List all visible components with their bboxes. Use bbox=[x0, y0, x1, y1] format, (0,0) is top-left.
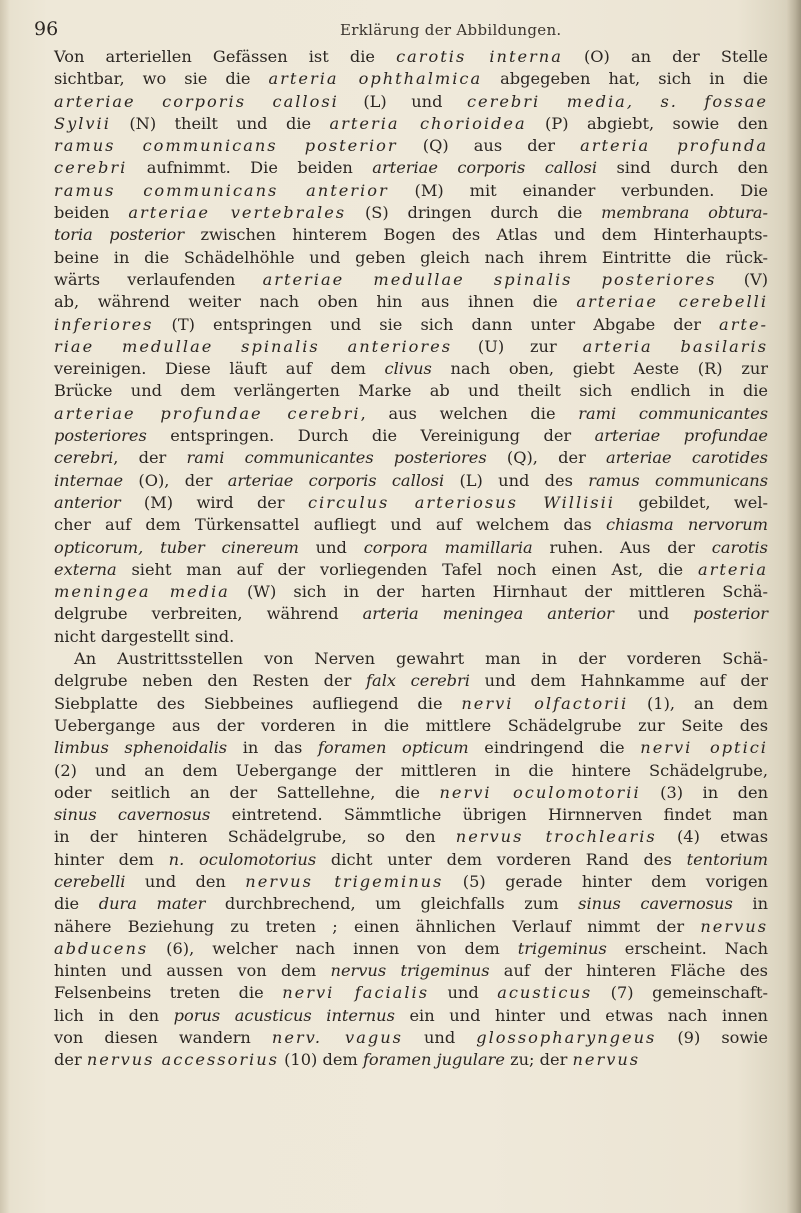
text-line bbox=[54, 760, 768, 782]
text-run: in bbox=[732, 894, 768, 914]
latin-term: anterior bbox=[54, 492, 121, 512]
text-run: (5) gerade hinter dem vorigen bbox=[443, 871, 768, 891]
text-run: (Q), der bbox=[486, 448, 607, 468]
latin-term: arteria ophthalmica bbox=[268, 69, 483, 89]
text-run: (P) abgiebt, sowie den bbox=[526, 113, 768, 133]
latin-term: foramen jugulare bbox=[362, 1050, 505, 1070]
latin-term: arteriae corporis callosi bbox=[227, 470, 445, 490]
latin-term: limbus sphenoidalis bbox=[54, 738, 228, 758]
latin-term: toria posterior bbox=[54, 225, 185, 245]
text-run: , der bbox=[113, 448, 187, 468]
text-run: delgrube neben den Resten der bbox=[54, 671, 367, 691]
text-line bbox=[54, 537, 768, 559]
text-line bbox=[54, 693, 768, 715]
text-line bbox=[54, 826, 768, 848]
text-line bbox=[54, 670, 768, 692]
text-line bbox=[54, 91, 768, 113]
latin-term: dura mater bbox=[98, 894, 206, 914]
latin-term: nervus trigeminus bbox=[330, 961, 490, 981]
latin-term: nervi olfactorii bbox=[461, 693, 629, 713]
text-run: in das bbox=[227, 738, 318, 758]
latin-term: cerebri bbox=[54, 448, 114, 468]
text-run: ab, während weiter nach oben hin aus ihnen die bbox=[54, 292, 577, 312]
text-run: (O), der bbox=[123, 470, 228, 490]
latin-term: nervi facialis bbox=[282, 983, 429, 1003]
text-line bbox=[54, 68, 768, 90]
text-run: (9) sowie bbox=[656, 1028, 768, 1048]
text-run: (U) zur bbox=[452, 336, 583, 356]
text-run: aufnimmt. Die beiden bbox=[127, 158, 373, 178]
latin-term: nervus bbox=[572, 1050, 641, 1070]
text-run: zu; der bbox=[504, 1050, 573, 1070]
text-run: und bbox=[402, 1028, 477, 1048]
text-run: sind durch den bbox=[597, 158, 769, 178]
latin-term: cerebelli bbox=[54, 871, 126, 891]
text-run: der bbox=[54, 1050, 87, 1070]
text-run: nach oben, giebt Aeste (R) zur bbox=[431, 359, 769, 379]
text-line bbox=[54, 291, 768, 313]
text-run: sieht man auf der vorliegenden Tafel noch einen Ast, die bbox=[116, 559, 698, 579]
text-run: eintretend. Sämmtliche übrigen Hirnnerven findet man bbox=[210, 805, 768, 825]
latin-term: arteriae carotides bbox=[606, 448, 768, 468]
text-run: Von arteriellen Gefässen ist die bbox=[54, 47, 397, 66]
text-run: (10) dem bbox=[278, 1050, 363, 1070]
text-line bbox=[54, 135, 768, 157]
text-run: (L) und bbox=[338, 91, 467, 111]
text-run: ein und hinter und etwas nach innen bbox=[394, 1005, 768, 1025]
text-line bbox=[54, 737, 768, 759]
text-run: (N) theilt und die bbox=[110, 113, 330, 133]
text-line bbox=[54, 380, 768, 402]
text-run: (M) wird der bbox=[120, 492, 308, 512]
text-run: nicht dargestellt sind. bbox=[54, 626, 235, 646]
text-run: und bbox=[298, 537, 364, 557]
text-line bbox=[54, 492, 768, 514]
text-run: (L) und des bbox=[444, 470, 589, 490]
text-run: ruhen. Aus der bbox=[532, 537, 712, 557]
text-run: (M) mit einander verbunden. Die bbox=[388, 180, 769, 200]
latin-term: arteria meningea anterior bbox=[362, 604, 614, 624]
text-line bbox=[54, 202, 768, 224]
latin-term: meningea media bbox=[54, 582, 230, 602]
latin-term: arteriae profundae bbox=[594, 426, 769, 446]
latin-term: rami communicantes bbox=[578, 403, 768, 423]
latin-term: glossopharyngeus bbox=[476, 1028, 657, 1048]
text-run: hinter dem bbox=[54, 849, 169, 869]
text-line bbox=[54, 804, 768, 826]
text-line bbox=[54, 871, 768, 893]
text-line bbox=[54, 893, 768, 915]
latin-term: arteria bbox=[697, 559, 768, 579]
text-line bbox=[54, 314, 768, 336]
text-line bbox=[54, 336, 768, 358]
latin-term: carotis bbox=[711, 537, 768, 557]
body-text bbox=[54, 46, 768, 1072]
text-line bbox=[54, 403, 768, 425]
text-run: (6), welcher nach innen von dem bbox=[148, 938, 518, 958]
latin-term: ramus communicans posterior bbox=[54, 136, 398, 156]
text-run: eindringend die bbox=[468, 738, 641, 758]
text-run: (V) bbox=[716, 269, 769, 289]
text-run: von diesen wandern bbox=[54, 1028, 272, 1048]
text-run: (W) sich in der harten Hirnhaut der mittleren Schä- bbox=[229, 582, 768, 602]
latin-term: arteriae medullae spinalis posteriores bbox=[262, 269, 717, 289]
page-header bbox=[0, 16, 801, 42]
text-run: hinten und aussen von dem bbox=[54, 961, 331, 981]
latin-term: nervi oculomotorii bbox=[439, 782, 641, 802]
text-run: Uebergange aus der vorderen in die mittlere Schädelgrube zur Seite des bbox=[54, 715, 768, 735]
text-line bbox=[54, 715, 768, 737]
text-run: Brücke und dem verlängerten Marke ab und theilt sich endlich in die bbox=[54, 381, 768, 401]
text-line bbox=[54, 180, 768, 202]
text-line bbox=[54, 514, 768, 536]
text-run: durchbrechend, um gleichfalls zum bbox=[205, 894, 579, 914]
latin-term: membrana obtura- bbox=[601, 203, 768, 223]
page-gutter-shadow bbox=[0, 0, 10, 1213]
latin-term: acusticus bbox=[497, 983, 593, 1003]
text-line bbox=[54, 1049, 768, 1071]
latin-term: n. oculomotorius bbox=[168, 849, 317, 869]
latin-term: arte- bbox=[719, 314, 768, 334]
text-run: und bbox=[429, 983, 498, 1003]
text-run: gebildet, wel- bbox=[614, 492, 768, 512]
text-run: (2) und an dem Uebergange der mittleren in die hintere Schädelgrube, bbox=[54, 760, 768, 780]
text-run: delgrube verbreiten, während bbox=[54, 604, 363, 624]
latin-term: rami communicantes posteriores bbox=[186, 448, 487, 468]
text-run: cher auf dem Türkensattel aufliegt und auf welchem das bbox=[54, 515, 606, 535]
text-line bbox=[54, 626, 768, 648]
latin-term: Sylvii bbox=[54, 113, 111, 133]
text-line bbox=[54, 982, 768, 1004]
text-line bbox=[54, 916, 768, 938]
text-line bbox=[54, 1027, 768, 1049]
text-run: die bbox=[54, 894, 99, 914]
text-run: und den bbox=[125, 871, 246, 891]
text-line bbox=[54, 938, 768, 960]
latin-term: ramus communicans bbox=[588, 470, 768, 490]
latin-term: arteria chorioidea bbox=[329, 113, 527, 133]
latin-term: riae medullae spinalis anteriores bbox=[54, 336, 453, 356]
text-run: abgegeben hat, sich in die bbox=[482, 69, 768, 89]
text-line bbox=[54, 1005, 768, 1027]
latin-term: circulus arteriosus Willisii bbox=[307, 492, 615, 512]
latin-term: arteriae profundae cerebri bbox=[54, 403, 361, 423]
latin-term: porus acusticus internus bbox=[173, 1005, 395, 1025]
text-line bbox=[54, 960, 768, 982]
text-line bbox=[54, 849, 768, 871]
latin-term: tentorium bbox=[686, 849, 769, 869]
latin-term: corpora mamillaria bbox=[363, 537, 533, 557]
text-line bbox=[54, 269, 768, 291]
text-run: und dem Hahnkamme auf der bbox=[469, 671, 768, 691]
text-run: sichtbar, wo sie die bbox=[54, 69, 269, 89]
latin-term: sinus cavernosus bbox=[578, 894, 733, 914]
page-number: 96 bbox=[34, 18, 59, 40]
text-run: (S) dringen durch die bbox=[346, 203, 602, 223]
text-run: in der hinteren Schädelgrube, so den bbox=[54, 827, 456, 847]
text-line bbox=[54, 425, 768, 447]
latin-term: trigeminus bbox=[517, 938, 607, 958]
text-run: erscheint. Nach bbox=[606, 938, 769, 958]
text-run: nähere Beziehung zu treten ; einen ähnlichen Verlauf nimmt der bbox=[54, 916, 701, 936]
text-run: (Q) aus der bbox=[397, 136, 581, 156]
latin-term: cerebri bbox=[54, 158, 128, 178]
text-run: auf der hinteren Fläche des bbox=[489, 961, 768, 981]
text-line bbox=[54, 157, 768, 179]
latin-term: arteria profunda bbox=[580, 136, 768, 156]
text-line bbox=[54, 581, 768, 603]
latin-term: internae bbox=[54, 470, 124, 490]
text-run: beine in die Schädelhöhle und geben gleich nach ihrem Eintritte die rück- bbox=[54, 247, 768, 267]
text-run: (O) an der Stelle bbox=[562, 47, 769, 66]
text-line bbox=[54, 470, 768, 492]
latin-term: carotis interna bbox=[396, 47, 563, 66]
text-run: An Austrittsstellen von Nerven gewahrt man in der vorderen Schä- bbox=[74, 649, 768, 669]
text-line bbox=[54, 782, 768, 804]
latin-term: ramus communicans anterior bbox=[54, 180, 389, 200]
text-run: lich in den bbox=[54, 1005, 174, 1025]
text-line bbox=[54, 559, 768, 581]
text-run: (7) gemeinschaft- bbox=[592, 983, 768, 1003]
latin-term: clivus bbox=[384, 359, 432, 379]
latin-term: inferiores bbox=[54, 314, 154, 334]
text-line bbox=[54, 247, 768, 269]
text-run: oder seitlich an der Sattellehne, die bbox=[54, 782, 440, 802]
text-line bbox=[54, 358, 768, 380]
latin-term: posteriores bbox=[54, 426, 147, 446]
text-run: , aus welchen die bbox=[360, 403, 579, 423]
text-run: dicht unter dem vorderen Rand des bbox=[316, 849, 687, 869]
latin-term: sinus cavernosus bbox=[54, 805, 211, 825]
latin-term: arteriae corporis callosi bbox=[372, 158, 597, 178]
latin-term: foramen opticum bbox=[317, 738, 469, 758]
text-run: (4) etwas bbox=[656, 827, 768, 847]
latin-term: cerebri media, s. fossae bbox=[466, 91, 769, 111]
text-run: und bbox=[613, 604, 694, 624]
text-run: (1), an dem bbox=[628, 693, 768, 713]
text-run: beiden bbox=[54, 203, 129, 223]
latin-term: posterior bbox=[693, 604, 768, 624]
latin-term: nerv. vagus bbox=[271, 1028, 403, 1048]
latin-term: opticorum, tuber cinereum bbox=[54, 537, 299, 557]
text-line bbox=[54, 224, 768, 246]
running-title: Erklärung der Abbildungen. bbox=[340, 21, 562, 39]
page-edge bbox=[787, 0, 801, 1213]
latin-term: nervus trigeminus bbox=[245, 871, 444, 891]
latin-term: nervus bbox=[700, 916, 768, 936]
text-run: (3) in den bbox=[640, 782, 768, 802]
latin-term: falx cerebri bbox=[366, 671, 470, 691]
text-run: zwischen hinterem Bogen des Atlas und dem Hinterhaupts- bbox=[184, 225, 768, 245]
text-run: Felsenbeins treten die bbox=[54, 983, 283, 1003]
text-line bbox=[54, 46, 768, 68]
text-run: Siebplatte des Siebbeines aufliegend die bbox=[54, 693, 462, 713]
text-line bbox=[54, 603, 768, 625]
text-run: wärts verlaufenden bbox=[54, 269, 263, 289]
latin-term: arteria basilaris bbox=[582, 336, 769, 356]
text-run: vereinigen. Diese läuft auf dem bbox=[54, 359, 385, 379]
text-line bbox=[54, 113, 768, 135]
text-run: entspringen. Durch die Vereinigung der bbox=[146, 426, 595, 446]
latin-term: nervus trochlearis bbox=[455, 827, 657, 847]
latin-term: chiasma nervorum bbox=[605, 515, 769, 535]
latin-term: arteriae vertebrales bbox=[128, 203, 347, 223]
latin-term: externa bbox=[54, 559, 117, 579]
text-run: (T) entspringen und sie sich dann unter Abgabe der bbox=[153, 314, 720, 334]
latin-term: abducens bbox=[54, 938, 149, 958]
text-line bbox=[54, 447, 768, 469]
latin-term: arteriae cerebelli bbox=[576, 292, 769, 312]
latin-term: nervi optici bbox=[640, 738, 768, 758]
latin-term: arteriae corporis callosi bbox=[54, 91, 339, 111]
latin-term: nervus accessorius bbox=[86, 1050, 279, 1070]
text-line bbox=[54, 648, 768, 670]
